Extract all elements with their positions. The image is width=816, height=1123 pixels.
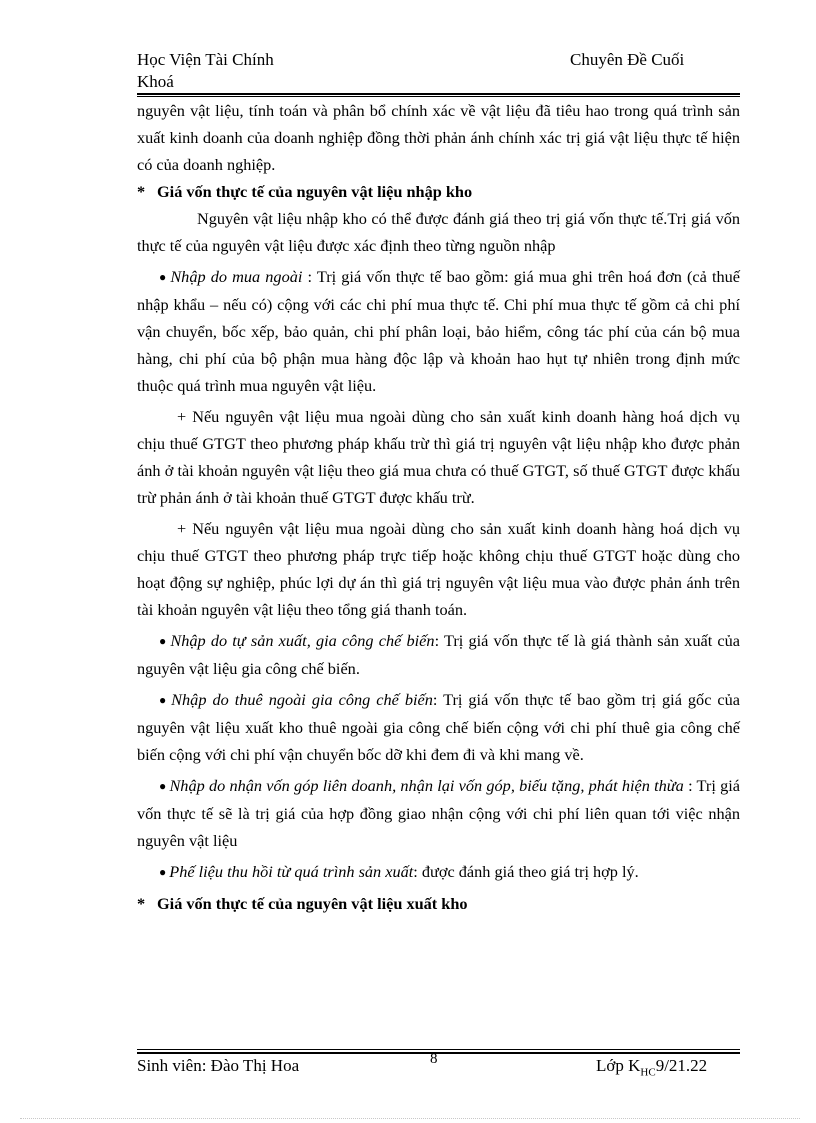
bullet-icon: ●: [159, 270, 168, 284]
bullet-lead: Nhập do nhận vốn góp liên doanh, nhận lại vốn góp, biếu tặng, phát hiện thừa: [169, 776, 684, 795]
bullet-text: : được đánh giá theo giá trị hợp lý.: [413, 862, 639, 881]
section-heading: [137, 178, 740, 205]
bullet-lead: Nhập do tự sản xuất, gia công chế biến: [170, 631, 435, 650]
heading-marker: *: [137, 182, 146, 201]
heading-marker: *: [137, 894, 146, 913]
paragraph: + Nếu nguyên vật liệu mua ngoài dùng cho sản xuất kinh doanh hàng hoá dịch vụ chịu thuế GTGT theo phương pháp khấu trừ thì giá trị nguyên vật liệu nhập kho được phản ánh ở tài khoản nguyên vật liệu theo giá mua chưa có thuế GTGT, số thuế GTGT được khấu trừ phản ánh ở tài khoản thuế GTGT được khấu trừ.: [137, 407, 740, 507]
footer-class-sub: HC: [640, 1066, 656, 1079]
bullet-icon: ●: [159, 865, 167, 879]
section-heading: [137, 890, 740, 917]
heading-text: Giá vốn thực tế của nguyên vật liệu xuất kho: [157, 894, 468, 913]
bullet-item: [137, 627, 740, 682]
paragraph: + Nếu nguyên vật liệu mua ngoài dùng cho sản xuất kinh doanh hàng hoá dịch vụ chịu thuế GTGT theo phương pháp trực tiếp hoặc không chịu thuế GTGT hoặc dùng cho hoạt động sự nghiệp, phúc lợi dự án thì giá trị nguyên vật liệu mua vào được phản ánh trên tài khoản nguyên vật liệu theo tổng giá thanh toán.: [137, 519, 740, 619]
page-boundary: [20, 1118, 800, 1119]
bullet-lead: Phế liệu thu hồi từ quá trình sản xuất: [169, 862, 414, 881]
bullet-icon: ●: [159, 693, 169, 707]
heading-text: Giá vốn thực tế của nguyên vật liệu nhập kho: [157, 182, 473, 201]
bullet-text: : Trị giá vốn thực tế là giá thành sản xuất của nguyên vật liệu gia công chế biến.: [137, 631, 740, 678]
bullet-lead: Nhập do thuê ngoài gia công chế biến: [171, 690, 433, 709]
footer-rule-thin: [137, 1049, 740, 1050]
bullet-item: [137, 263, 740, 399]
footer-student: Sinh viên: Đào Thị Hoa: [137, 1056, 300, 1075]
bullet-item: [137, 858, 740, 886]
bullet-icon: ●: [159, 779, 167, 793]
footer-class-suffix: 9/21.22: [655, 1056, 708, 1075]
bullet-lead: Nhập do mua ngoài: [170, 267, 303, 286]
header-rule: [137, 93, 740, 95]
footer-rule: [137, 1052, 740, 1054]
bullet-item: [137, 772, 740, 854]
header-title: Chuyên Đề Cuối: [570, 50, 685, 69]
header-institution-name: Học Viện Tài Chính: [137, 50, 274, 69]
page-number: 8: [430, 1051, 438, 1067]
header-course: Khoá: [137, 72, 174, 91]
bullet-text: : Trị giá vốn thực tế sẽ là trị giá của hợp đồng giao nhận cộng với chi phí liên quan tới việc nhận nguyên vật liệu: [137, 776, 741, 850]
header-institution: [137, 49, 274, 93]
paragraph: nguyên vật liệu, tính toán và phân bổ chính xác về vật liệu đã tiêu hao trong quá trình sản xuất kinh doanh của doanh nghiệp đồng thời phản ánh chính xác trị giá vật liệu thực tế hiện có của doanh nghiệp.: [137, 101, 740, 174]
bullet-text: : Trị giá vốn thực tế bao gồm: giá mua ghi trên hoá đơn (cả thuế nhập khẩu – nếu có) cộng với các chi phí mua thực tế. Chi phí mua thực tế gồm cả chi phí vận chuyển, bốc xếp, bảo quản, chi phí phân loại, bảo hiểm, công tác phí của cán bộ mua hàng, chi phí của bộ phận mua hàng độc lập và khoản hao hụt tự nhiên trong định mức thuộc quá trình mua nguyên vật liệu.: [137, 267, 740, 395]
bullet-item: [137, 686, 740, 768]
bullet-icon: ●: [159, 634, 168, 648]
footer-class-prefix: Lớp K: [596, 1056, 641, 1075]
document-body: [137, 97, 740, 917]
paragraph: Nguyên vật liệu nhập kho có thể được đánh giá theo trị giá vốn thực tế.Trị giá vốn thực tế của nguyên vật liệu được xác định theo từng nguồn nhập: [137, 209, 740, 255]
bullet-text: : Trị giá vốn thực tế bao gồm trị giá gốc của nguyên vật liệu xuất kho thuê ngoài gia công chế biến cộng với chi phí thuê gia công chế biến cộng với chi phí vận chuyển bốc dỡ khi đem đi và khi mang về.: [137, 690, 741, 764]
footer-class: [596, 1055, 707, 1083]
